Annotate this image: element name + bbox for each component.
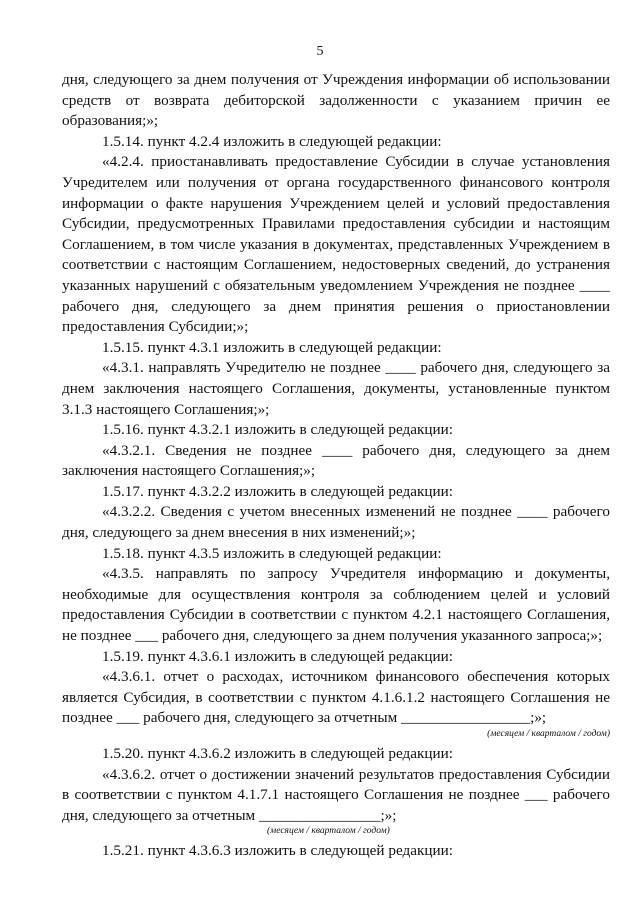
clause-heading: 1.5.15. пункт 4.3.1 изложить в следующей редакции: [102, 338, 442, 356]
clause-heading: 1.5.20. пункт 4.3.6.2 изложить в следующей редакции: [102, 745, 453, 762]
paragraph: «4.3.2.1. Сведения не позднее ____ рабочего дня, следующего за днем заключения настоящего Соглашения;»; [62, 441, 610, 480]
paragraph: «4.3.5. направлять по запросу Учредителя информацию и документы, необходимые для осуществления контроля за соблюдением целей и условий предоставления Субсидии в соответствии с пунктом 4.2.1 настоящего Соглашения, не позднее ___ рабочего дня, следующего за днем получения указанного запроса;»; [62, 565, 610, 645]
clause-heading: 1.5.18. пункт 4.3.5 изложить в следующей редакции: [102, 544, 442, 562]
page-number: 5 [316, 44, 324, 59]
clause-heading: 1.5.19. пункт 4.3.6.1 изложить в следующей редакции: [102, 647, 453, 665]
blank-caption: (месяцем / кварталом / годом) [487, 729, 610, 739]
paragraph: «4.3.2.2. Сведения с учетом внесенных изменений не позднее ____ рабочего дня, следующего за днем внесения в них изменений;»; [62, 503, 610, 542]
clause-heading: 1.5.14. пункт 4.2.4 изложить в следующей редакции: [102, 132, 442, 150]
clause-heading: 1.5.17. пункт 4.3.2.2 изложить в следующей редакции: [102, 482, 453, 500]
paragraph: дня, следующего за днем получения от Учреждения информации об использовании средств от возврата дебиторской задолженности с указанием причин ее образования;»; [62, 71, 610, 130]
document-body [62, 70, 610, 862]
clause-heading: 1.5.16. пункт 4.3.2.1 изложить в следующей редакции: [102, 421, 453, 439]
paragraph: «4.3.6.2. отчет о достижении значений результатов предоставления Субсидии в соответствии с пунктом 4.1.7.1 настоящего Соглашения не позднее ___ рабочего дня, следующего за отчетным ________________;»; [62, 765, 610, 824]
paragraph: «4.2.4. приостанавливать предоставление Субсидии в случае установления Учредителем или получения от органа государственного финансового контроля информации о факте нарушения Учреждением целей и условий предоставления Субсидии, предусмотренных Правилами предоставления субсидии и настоящим Соглашением, в том числе указания в документах, представленных Учреждением в соответствии с настоящим Соглашением, недостоверных сведений, до устранения указанных нарушений с обязательным уведомлением Учреждения не позднее ____ рабочего дня, следующего за днем принятия решения о приостановлении предоставления Субсидии;»; [62, 153, 610, 336]
paragraph: «4.3.6.1. отчет о расходах, источником финансового обеспечения которых является Субсидия, в соответствии с пунктом 4.1.6.1.2 настоящего Соглашения не позднее ___ рабочего дня, следующего за отчетным _________________;»; [62, 668, 610, 727]
paragraph: «4.3.1. направлять Учредителю не позднее ____ рабочего дня, следующего за днем заключения настоящего Соглашения, документы, установленные пунктом 3.1.3 настоящего Соглашения;»; [62, 359, 610, 418]
blank-caption: (месяцем / кварталом / годом) [267, 826, 390, 837]
clause-heading: 1.5.21. пункт 4.3.6.3 изложить в следующей редакции: [102, 842, 453, 860]
